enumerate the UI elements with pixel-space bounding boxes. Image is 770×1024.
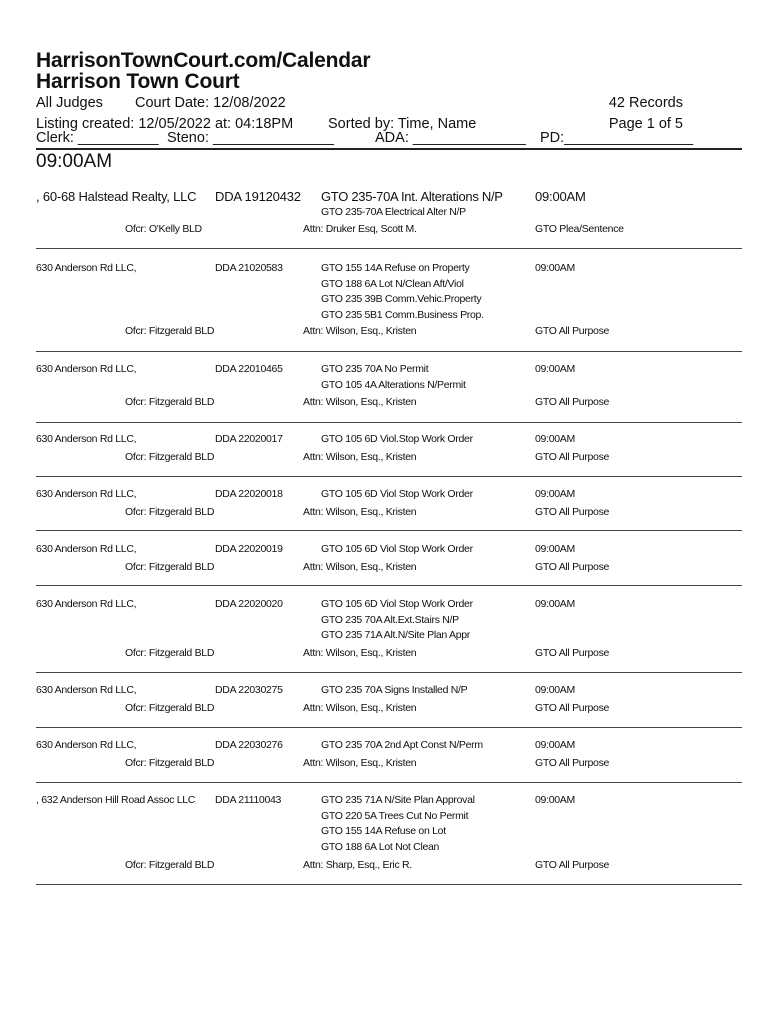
case-violations [321,261,484,323]
pd-field: PD:________________ [540,130,694,146]
case-docket-number: DDA 22010465 [215,363,283,375]
header-divider [36,148,742,150]
violation-line: GTO 220 5A Trees Cut No Permit [321,809,469,822]
case-purpose: GTO Plea/Sentence [535,223,624,235]
case-attorney: Attn: Sharp, Esq., Eric R. [303,859,412,871]
case-officer: Ofcr: Fitzgerald BLD [125,702,215,714]
case-attorney: Attn: Wilson, Esq., Kristen [303,506,417,518]
violation-line: GTO 235 71A Alt.N/Site Plan Appr [321,629,470,641]
case-time: 09:00AM [535,262,575,274]
case-defendant-name: 630 Anderson Rd LLC, [36,739,137,751]
case-officer: Ofcr: Fitzgerald BLD [125,451,215,463]
violation-line: GTO 155 14A Refuse on Property [321,262,470,274]
violation-line: GTO 235 70A Alt.Ext.Stairs N/P [321,613,459,626]
case-purpose: GTO All Purpose [535,702,610,714]
listing-created: Listing created: 12/05/2022 at: 04:18PM [36,116,294,132]
case-docket-number: DDA 22020019 [215,543,283,555]
violation-line: GTO 235 70A 2nd Apt Const N/Perm [321,739,483,751]
case-defendant-name: 630 Anderson Rd LLC, [36,262,137,274]
case-attorney: Attn: Druker Esq, Scott M. [303,223,417,235]
case-time: 09:00AM [535,543,575,555]
violation-line: GTO 235 71A N/Site Plan Approval [321,794,475,806]
judges-label: All Judges [36,95,103,111]
case-defendant-name: 630 Anderson Rd LLC, [36,363,137,375]
court-name: Harrison Town Court [36,70,240,93]
violation-line: GTO 235 70A Signs Installed N/P [321,684,468,696]
case-docket-number: DDA 19120432 [215,189,301,204]
case-time: 09:00AM [535,794,575,806]
case-purpose: GTO All Purpose [535,325,610,337]
case-defendant-name: 630 Anderson Rd LLC, [36,684,137,696]
case-officer: Ofcr: Fitzgerald BLD [125,647,215,659]
clerk-field: Clerk: __________ [36,130,159,146]
case-violations [321,793,475,855]
case-purpose: GTO All Purpose [535,396,610,408]
case-attorney: Attn: Wilson, Esq., Kristen [303,451,417,463]
case-docket-number: DDA 21110043 [215,794,282,806]
case-purpose: GTO All Purpose [535,506,610,518]
entry-divider [36,782,742,783]
page-indicator: Page 1 of 5 [608,116,683,132]
case-attorney: Attn: Wilson, Esq., Kristen [303,757,417,769]
case-time: 09:00AM [535,684,575,696]
violation-line: GTO 105 6D Viol Stop Work Order [321,598,473,610]
case-docket-number: DDA 22020020 [215,598,283,610]
case-violations [321,432,473,448]
case-purpose: GTO All Purpose [535,647,610,659]
entry-divider [36,351,742,352]
sorted-by: Sorted by: Time, Name [328,116,477,132]
court-date: Court Date: 12/08/2022 [135,95,286,111]
case-purpose: GTO All Purpose [535,859,610,871]
case-time: 09:00AM [535,433,575,445]
case-docket-number: DDA 22020017 [215,433,283,445]
case-defendant-name: , 60-68 Halstead Realty, LLC [36,189,197,204]
entry-divider [36,476,742,477]
case-officer: Ofcr: Fitzgerald BLD [125,396,215,408]
case-officer: Ofcr: Fitzgerald BLD [125,561,215,573]
violation-line: GTO 105 6D Viol Stop Work Order [321,488,473,500]
case-officer: Ofcr: O'Kelly BLD [125,223,202,235]
case-attorney: Attn: Wilson, Esq., Kristen [303,702,417,714]
case-time: 09:00AM [535,363,575,375]
violation-line: GTO 155 14A Refuse on Lot [321,825,446,837]
site-title: HarrisonTownCourt.com/Calendar [36,49,371,72]
case-time: 09:00AM [535,488,575,500]
case-violations [321,683,467,699]
violation-line: GTO 188 6A Lot Not Clean [321,840,440,853]
violation-line: GTO 235 39B Comm.Vehic.Property [321,293,482,305]
entry-divider [36,422,742,423]
violation-line: GTO 235-70A Int. Alterations N/P [321,189,503,204]
case-time: 09:00AM [535,189,586,204]
case-violations [321,362,466,393]
case-attorney: Attn: Wilson, Esq., Kristen [303,561,417,573]
case-violations [321,738,483,754]
case-violations [321,597,473,644]
ada-field: ADA: ______________ [375,130,526,146]
entry-divider [36,727,742,728]
case-officer: Ofcr: Fitzgerald BLD [125,506,215,518]
case-docket-number: DDA 22030275 [215,684,283,696]
case-purpose: GTO All Purpose [535,757,610,769]
case-defendant-name: 630 Anderson Rd LLC, [36,488,137,500]
case-violations [321,188,503,221]
case-time: 09:00AM [535,598,575,610]
entry-divider [36,672,742,673]
steno-field: Steno: _______________ [167,130,334,146]
violation-line: GTO 235 70A No Permit [321,363,429,375]
entry-divider [36,530,742,531]
case-officer: Ofcr: Fitzgerald BLD [125,757,215,769]
case-attorney: Attn: Wilson, Esq., Kristen [303,325,417,337]
entry-divider [36,248,742,249]
case-docket-number: DDA 22030276 [215,739,283,751]
case-purpose: GTO All Purpose [535,451,610,463]
time-group-heading: 09:00AM [36,151,113,172]
case-purpose: GTO All Purpose [535,561,610,573]
violation-line: GTO 235-70A Electrical Alter N/P [321,206,466,218]
violation-line: GTO 188 6A Lot N/Clean Aft/Viol [321,277,464,290]
case-defendant-name: 630 Anderson Rd LLC, [36,598,137,610]
case-officer: Ofcr: Fitzgerald BLD [125,859,215,871]
case-attorney: Attn: Wilson, Esq., Kristen [303,396,417,408]
entry-divider [36,884,742,885]
violation-line: GTO 105 4A Alterations N/Permit [321,378,466,391]
case-violations [321,487,473,503]
case-defendant-name: 630 Anderson Rd LLC, [36,543,137,555]
violation-line: GTO 105 6D Viol Stop Work Order [321,543,473,555]
violation-line: GTO 105 6D Viol.Stop Work Order [321,433,473,445]
case-docket-number: DDA 22020018 [215,488,283,500]
violation-line: GTO 235 5B1 Comm.Business Prop. [321,308,484,321]
case-defendant-name: 630 Anderson Rd LLC, [36,433,137,445]
case-violations [321,542,473,558]
records-count: 42 Records [608,95,683,111]
case-attorney: Attn: Wilson, Esq., Kristen [303,647,417,659]
entry-divider [36,585,742,586]
case-time: 09:00AM [535,739,575,751]
case-defendant-name: , 632 Anderson Hill Road Assoc LLC [36,794,196,806]
case-docket-number: DDA 21020583 [215,262,283,274]
case-officer: Ofcr: Fitzgerald BLD [125,325,215,337]
